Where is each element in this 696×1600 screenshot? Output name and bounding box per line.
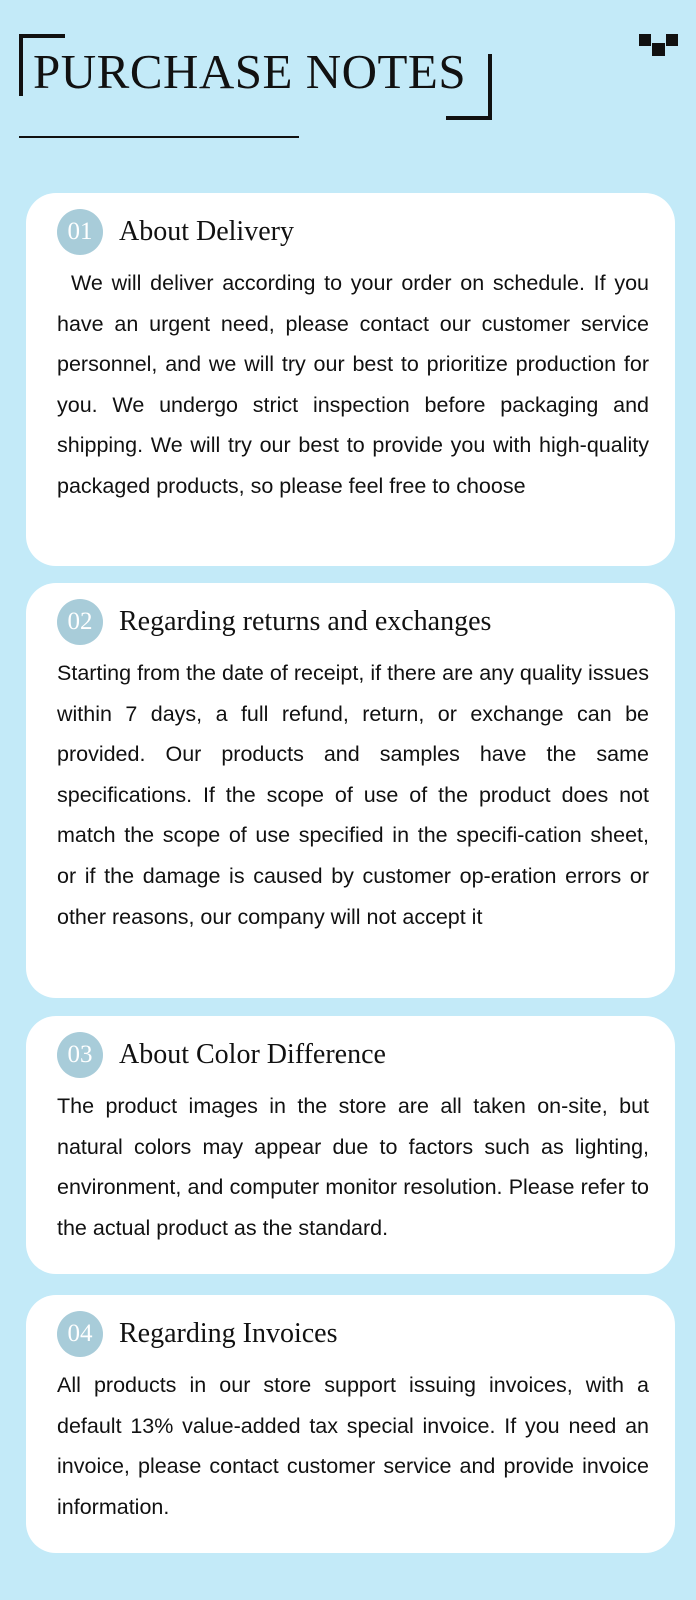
section-body: All products in our store support issuing invoices, with a default 13% value-added tax special invoice. If you need an invoice, please contact customer service and provide invoice information. xyxy=(57,1373,649,1519)
section-title: About Color Difference xyxy=(119,1039,386,1070)
section-body: The product images in the store are all taken on-site, but natural colors may appear due to factors such as lighting, environment, and computer monitor resolution. Please refer to the actual product as the standard. xyxy=(57,1094,649,1240)
title-bracket-bottom-right xyxy=(446,54,492,120)
page-header xyxy=(0,0,696,150)
section-header xyxy=(57,1311,338,1357)
section-body: We will deliver according to your order on schedule. If you have an urgent need, please contact our customer service personnel, and we will try our best to prioritize production for you. We undergo strict inspection before packaging and shipping. We will try our best to provide you with high-quality packaged products, so please feel free to choose xyxy=(57,271,649,498)
section-card-invoices xyxy=(26,1295,675,1553)
section-header xyxy=(57,1032,386,1078)
section-header xyxy=(57,209,294,255)
section-title: Regarding returns and exchanges xyxy=(119,606,492,637)
brand-logo-icon xyxy=(639,34,678,61)
section-title: Regarding Invoices xyxy=(119,1318,338,1349)
section-number-badge: 03 xyxy=(57,1032,103,1078)
section-number-badge: 04 xyxy=(57,1311,103,1357)
section-number-badge: 01 xyxy=(57,209,103,255)
section-card-delivery xyxy=(26,193,675,566)
title-underline xyxy=(19,136,299,138)
page-title: PURCHASE NOTES xyxy=(33,44,467,99)
section-card-color-difference xyxy=(26,1016,675,1274)
section-title: About Delivery xyxy=(119,216,294,247)
section-header xyxy=(57,599,491,645)
section-card-returns xyxy=(26,583,675,998)
section-number-badge: 02 xyxy=(57,599,103,645)
section-body: Starting from the date of receipt, if there are any quality issues within 7 days, a full refund, return, or exchange can be provided. Our products and samples have the same specifications. If the scope of use of the product does not match the scope of use specified in the specifi-cation sheet, or if the damage is caused by customer op-eration errors or other reasons, our company will not accept it xyxy=(57,661,649,929)
